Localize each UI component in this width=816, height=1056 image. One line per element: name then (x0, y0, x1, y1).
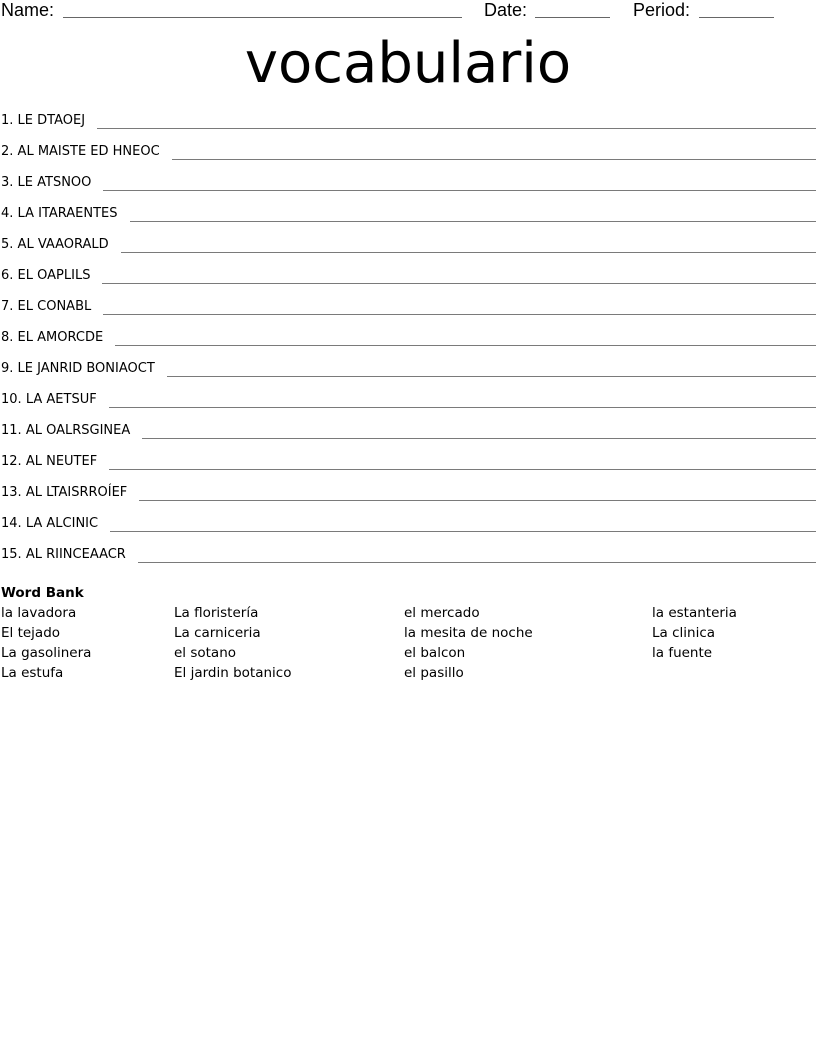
scrambled-word: AL OALRSGINEA (25, 423, 131, 438)
answer-line[interactable] (103, 297, 816, 315)
word-bank-title: Word Bank (1, 585, 84, 601)
period-field[interactable] (699, 17, 774, 18)
scrambled-word: AL NEUTEF (25, 454, 98, 469)
scrambled-word: LE JANRID BONIAOCT (17, 361, 155, 376)
question-prompt (0, 297, 103, 317)
question-prompt (0, 545, 138, 565)
question-row (0, 359, 816, 390)
question-prompt (0, 173, 103, 193)
question-number: 6. (1, 268, 14, 283)
scrambled-word: EL CONABL (17, 299, 92, 314)
scrambled-word: LE ATSNOO (17, 175, 92, 190)
answer-line[interactable] (115, 328, 816, 346)
answer-line[interactable] (102, 266, 816, 284)
word-bank-column (652, 603, 737, 663)
answer-line[interactable] (110, 514, 816, 532)
word-bank-column (404, 603, 533, 683)
scrambled-word: AL RIINCEAACR (25, 547, 126, 562)
question-prompt (0, 266, 102, 286)
question-list (0, 111, 816, 576)
word-bank-item: el balcon (404, 645, 466, 661)
question-number: 15. (1, 547, 22, 562)
scrambled-word: LA ITARAENTES (17, 206, 118, 221)
word-bank-item: el sotano (174, 645, 237, 661)
word-bank-item: el mercado (404, 605, 480, 621)
question-prompt (0, 204, 130, 224)
question-number: 9. (1, 361, 14, 376)
question-row (0, 235, 816, 266)
question-number: 3. (1, 175, 14, 190)
question-number: 12. (1, 454, 22, 469)
word-bank-item: el pasillo (404, 665, 464, 681)
question-number: 13. (1, 485, 22, 500)
question-row (0, 328, 816, 359)
question-number: 8. (1, 330, 14, 345)
question-number: 2. (1, 144, 14, 159)
scrambled-word: EL OAPLILS (17, 268, 91, 283)
question-number: 11. (1, 423, 22, 438)
answer-line[interactable] (97, 111, 816, 129)
question-row (0, 297, 816, 328)
question-prompt (0, 514, 110, 534)
word-bank-item: la fuente (652, 645, 713, 661)
word-bank-item: El jardin botanico (174, 665, 292, 681)
question-prompt (0, 111, 97, 131)
answer-line[interactable] (109, 390, 816, 408)
scrambled-word: LE DTAOEJ (17, 113, 86, 128)
scrambled-word: AL MAISTE ED HNEOC (17, 144, 160, 159)
question-number: 14. (1, 516, 22, 531)
word-bank-item: la lavadora (1, 605, 77, 621)
word-bank-item: La floristería (174, 605, 259, 621)
scrambled-word: AL LTAISRROÍEF (25, 485, 128, 500)
word-bank-item: la estanteria (652, 605, 737, 621)
answer-line[interactable] (109, 452, 816, 470)
question-row (0, 204, 816, 235)
worksheet-title: vocabulario (244, 31, 572, 96)
word-bank-column (1, 603, 91, 683)
word-bank-item: La gasolinera (1, 645, 92, 661)
answer-line[interactable] (167, 359, 816, 377)
question-prompt (0, 142, 172, 162)
word-bank-item: La clinica (652, 625, 716, 641)
date-field[interactable] (535, 17, 610, 18)
question-prompt (0, 421, 142, 441)
question-prompt (0, 235, 121, 255)
word-bank-item: El tejado (1, 625, 61, 641)
answer-line[interactable] (138, 545, 816, 563)
period-label: Period: (633, 0, 691, 20)
question-row (0, 111, 816, 142)
question-row (0, 173, 816, 204)
question-row (0, 266, 816, 297)
scrambled-word: AL VAAORALD (17, 237, 109, 252)
question-row (0, 545, 816, 576)
name-label: Name: (1, 0, 55, 20)
question-number: 4. (1, 206, 14, 221)
date-label: Date: (484, 0, 528, 20)
name-field[interactable] (63, 17, 462, 18)
scrambled-word: LA ALCINIC (25, 516, 99, 531)
scrambled-word: LA AETSUF (25, 392, 97, 407)
question-prompt (0, 390, 109, 410)
answer-line[interactable] (130, 204, 816, 222)
question-row (0, 452, 816, 483)
question-prompt (0, 328, 115, 348)
question-row (0, 514, 816, 545)
question-number: 10. (1, 392, 22, 407)
question-row (0, 142, 816, 173)
question-prompt (0, 359, 167, 379)
answer-line[interactable] (139, 483, 816, 501)
question-number: 5. (1, 237, 14, 252)
question-prompt (0, 452, 109, 472)
scrambled-word: EL AMORCDE (17, 330, 104, 345)
word-bank-item: La estufa (1, 665, 64, 681)
question-number: 1. (1, 113, 14, 128)
question-number: 7. (1, 299, 14, 314)
answer-line[interactable] (142, 421, 816, 439)
word-bank-item: La carniceria (174, 625, 261, 641)
word-bank-item: la mesita de noche (404, 625, 533, 641)
question-row (0, 483, 816, 514)
question-row (0, 421, 816, 452)
worksheet-header (0, 0, 816, 24)
word-bank-column (174, 603, 291, 683)
question-row (0, 390, 816, 421)
answer-line[interactable] (172, 142, 816, 160)
answer-line[interactable] (103, 173, 816, 191)
question-prompt (0, 483, 139, 503)
answer-line[interactable] (121, 235, 816, 253)
